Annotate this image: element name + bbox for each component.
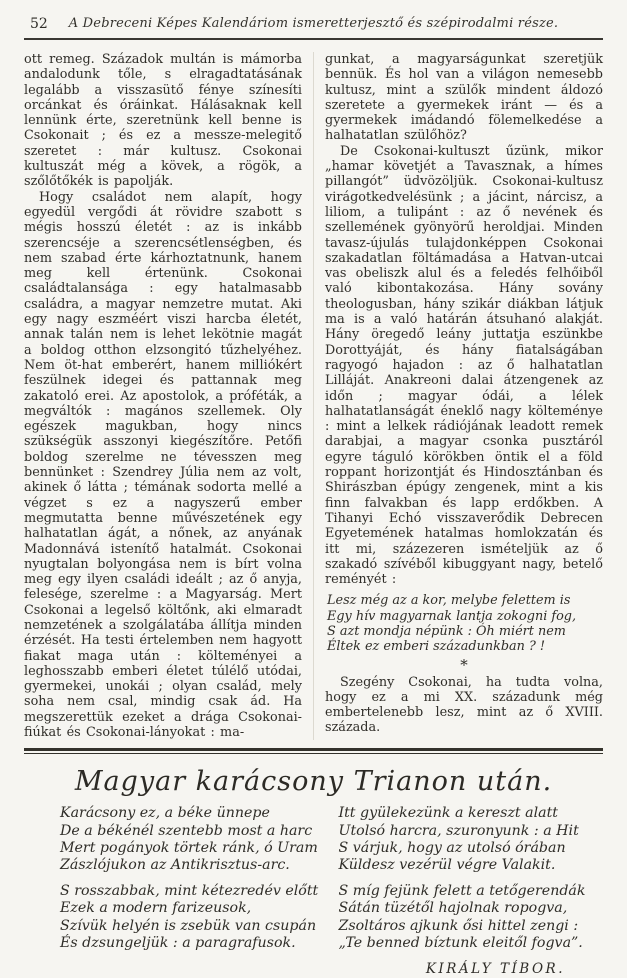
- poem-line: Utolsó harcra, szuronyunk : a Hit: [338, 822, 579, 839]
- poem-line: Zsoltáros ajkunk ősi hittel zengi :: [338, 917, 579, 934]
- article-paragraph: ott remeg. Századok multán is mámorba andalodunk tőle, s elragadtatásának legalább a visszasütő fénye színesíti orcánkat és óráinkat. Hálásaknak kell lennünk érte, szeretnünk kell benne is Csokonait ; és ez a messze-melegitő szeretet : már kultusz. Csokonai kultuszát még a kövek, a rögök, a szőlőtőkék is papolják.: [24, 52, 302, 190]
- verse-quote-line: Egy hív magyarnak lantja zokogni fog,: [327, 608, 577, 624]
- poem-stanza: [339, 883, 604, 952]
- article-paragraph: gunkat, a magyarságunkat szeretjük bennük. És hol van a világon nemesebb kultusz, mint a szülők mindent áldozó szeretete a gyermekek iránt — és a gyermekek imádandó fölemelkedése a halhatatlan szülőhöz?: [325, 52, 603, 144]
- poem-line: És dzsungeljük : a paragrafusok.: [60, 934, 296, 951]
- poem-line: Itt gyülekezünk a kereszt alatt: [338, 805, 558, 822]
- section-divider-rule: [24, 748, 603, 754]
- poem-section: [0, 766, 627, 978]
- poem-line: S míg fejünk felett a tetőgerendák: [338, 883, 586, 900]
- poem-line: Szívük helyén is zsebük van csupán: [60, 917, 317, 934]
- article-paragraph: Hogy családot nem alapít, hogy egyedül vergődi át rövidre szabott s mégis hosszú életét : az is inkább szerencséje a szerencsétlenségben, és nem szabad érte kárhoztatnunk, hanem meg kell értenünk. Csokonai családtalansága : egy hatalmasabb családra, a magyar nemzetre mutat. Aki egy nagy eszméért viszi harcba életét, annak talán nem is lehet lekötnie magát a boldog otthon elzsongitó tűzhelyéhez. Nem öt-hat emberért, hanem milliókért feszülnek idegei és pattannak meg zakatoló erei. Az apostolok, a próféták, a megváltók : magános szellemek. Oly egészek magukban, hogy nincs szükségük asszonyi kiegészítőre. Petőfi boldog szerelme ne tévesszen meg bennünket : Szendrey Júlia nem az volt, akinek ő látta ; témának sodorta mellé a végzet s ez a nagyszerű ember megmutatta benne művészetének egy halhatatlan ágát, a nőnek, az anyának Madonnává istenítő hatalmát. Csokonai nyugtalan bolyongása nem is bírt volna meg egy ilyen családi ideált ; az ő anyja, felesége, szerelme : a Magyarság. Mert Csokonai a legelső költőnk, aki elmaradt nemzetének a szolgálatába állítja minden érzését. Ha testi értelemben nem hagyott fiakat maga után : költeményei a leghosszabb emberi életet túlélő utódai, gyermekei, unokái ; olyan család, mely soha nem csal, mindig csak ád. Ha megszerettük ezeket a drága Csokonai-fiúkat és Csokonai-lányokat : ma-: [24, 189, 302, 741]
- page-number: 52: [30, 16, 48, 32]
- poem-line: Zászlójukon az Antikrisztus-arc.: [60, 856, 290, 873]
- poem-line: Ezek a modern farizeusok,: [60, 900, 252, 917]
- article-right-column: [314, 52, 603, 740]
- running-title: A Debreceni Képes Kalendáriom ismeretterjesztő és szépirodalmi része.: [68, 16, 559, 31]
- poem-line: „Te benned bíztunk eleitől fogva”.: [338, 934, 583, 951]
- article-left-column: [24, 52, 314, 740]
- poem-line: De a békénél szentebb most a harc: [60, 822, 313, 839]
- article-body: [24, 52, 603, 740]
- poem-line: Küldesz vezérül végre Valakit.: [338, 856, 556, 873]
- poem-line: Mert pogányok törtek ránk, ó Uram: [60, 839, 318, 856]
- poem-right-column: [325, 805, 604, 978]
- poem-author: KIRÁLY TÍBOR.: [425, 960, 565, 977]
- poem-stanza: [60, 805, 325, 874]
- poem-title: Magyar karácsony Trianon után.: [74, 766, 553, 798]
- verse-quote: [327, 593, 603, 654]
- scanned-page: [0, 16, 627, 977]
- asterisk-separator: *: [460, 655, 468, 674]
- poem-line: Sátán tüzétől hajolnak ropogva,: [338, 900, 568, 917]
- verse-quote-line: Éltek ez emberi századunkban ? !: [327, 639, 546, 655]
- poem-line: S várjuk, hogy az utolsó órában: [338, 839, 566, 856]
- page-header: [24, 16, 603, 40]
- verse-quote-line: S azt mondja népünk : Óh miért nem: [327, 623, 566, 639]
- poem-line: S rosszabbak, mint kétezredév előtt: [60, 883, 319, 900]
- poem-line: Karácsony ez, a béke ünnepe: [60, 805, 270, 822]
- article-paragraph: De Csokonai-kultuszt űzünk, mikor „hamar követjét a Tavasznak, a hímes pillangót” üdvözöljük. Csokonai-kultusz virágotkedvelésünk ; a jácint, nárcisz, a liliom, a tulipánt : az ő nevének és szellemének gyönyörű heroldjai. Minden tavasz-újulás tulajdonképpen Csokonai szakadatlan föltámadása a Hatvan-utcai vas obeliszk alul és a feledés felhőiből való kibontakozása. Hány sovány theologusban, hány szikár diákban látjuk ma is a való határán átsuhanó alakját. Hány öregedő leány juttatja eszünkbe Dorottyáját, és hány fiatalságában ragyogó hajadon : az ő halhatatlan Lilláját. Anakreoni dalai átzengenek az időn ; magyar ódái, a lélek halhatatlanságát éneklő nagy költeménye : mint a lelkek rádiójának leadott remek darabjai, a magyar csonka pusztáról egyre táguló körökben öntik el a föld roppant horizontját és Hindosztánban és Shirászban épúgy zengenek, mint a kis finn falvakban és lapp erdőkben. A Tihanyi Echó visszaverődik Debrecen Egyetemének hatalmas homlokzatán és itt mi, százezeren ismételjük az ő szakadó szívéből kibuggyant nagy, betelő reményét :: [325, 143, 603, 588]
- poem-stanza: [339, 805, 604, 874]
- verse-quote-line: Lesz még az a kor, melybe felettem is: [327, 593, 571, 609]
- poem-columns: [24, 805, 603, 978]
- poem-stanza: [60, 883, 325, 952]
- article-closing-paragraph: Szegény Csokonai, ha tudta volna, hogy ez a mi XX. századunk még embertelenebb lesz, mint az ő XVIII. százada.: [325, 674, 603, 736]
- poem-left-column: [24, 805, 325, 978]
